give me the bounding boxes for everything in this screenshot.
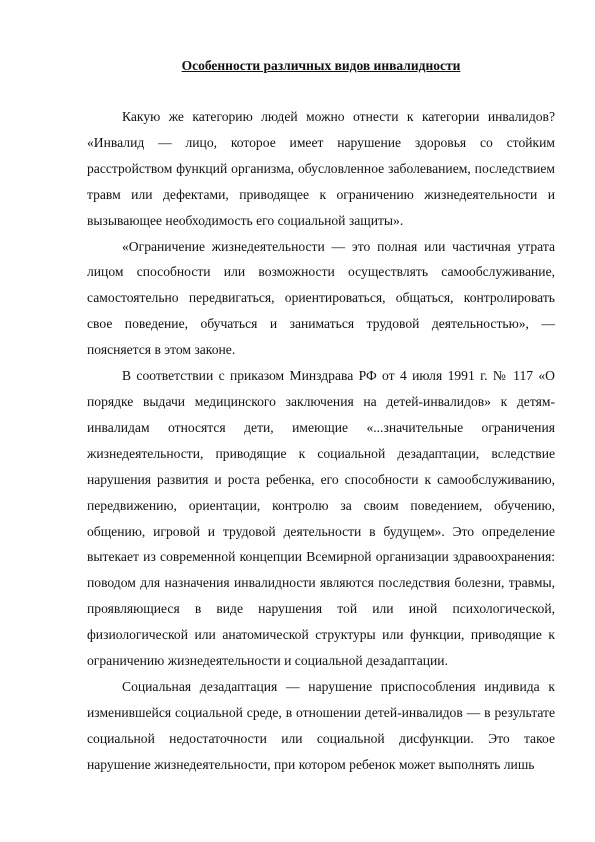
paragraph-1: Какую же категорию людей можно отнести к категории инвалидов? «Инвалид — лицо, которое имеет нарушение здоровья со стойким расстройством функций организма, обусловленное заболеванием, последствием травм или дефектами, приводящее к ограничению жизнедеятельности и вызывающее необходимость его социальной защиты». [87, 109, 555, 228]
paragraph-2: «Ограничение жизнедеятельности — это полная или частичная утрата лицом способности или возможности осуществлять самообслуживание, самостоятельно передвигаться, ориентироваться, общаться, контролировать свое поведение, обучаться и заниматься трудовой деятельностью», — поясняется в этом законе. [87, 238, 555, 358]
paragraph-3: В соответствии с приказом Минздрава РФ от 4 июля 1991 г. № 117 «О порядке выдачи медицинского заключения на детей-инвалидов» к детям-инвалидам относятся дети, имеющие «...значительные ограничения жизнедеятельности, приводящие к социальной дезадаптации, вследствие нарушения развития и роста ребенка, его способности к самообслуживанию, передвижению, ориентации, контролю за своим поведением, обучению, общению, игровой и трудовой деятельности в будущем». Это определение вытекает из современной концепции Всемирной организации здравоохранения: поводом для назначения инвалидности являются последствия болезни, травмы, проявляющиеся в виде нарушения той или иной психологической, физиологической или анатомической структуры или функции, приводящие к ограничению жизнедеятельности и социальной дезадаптации. [87, 368, 555, 669]
paragraph-4: Социальная дезадаптация — нарушение приспособления индивида к изменившейся социальной среде, в отношении детей-инвалидов — в результате социальной недостаточности или социальной дисфункции. Это такое нарушение жизнедеятельности, при котором ребенок может выполнять лишь [87, 678, 555, 772]
document-title: Особенности различных видов инвалидности [181, 58, 461, 73]
